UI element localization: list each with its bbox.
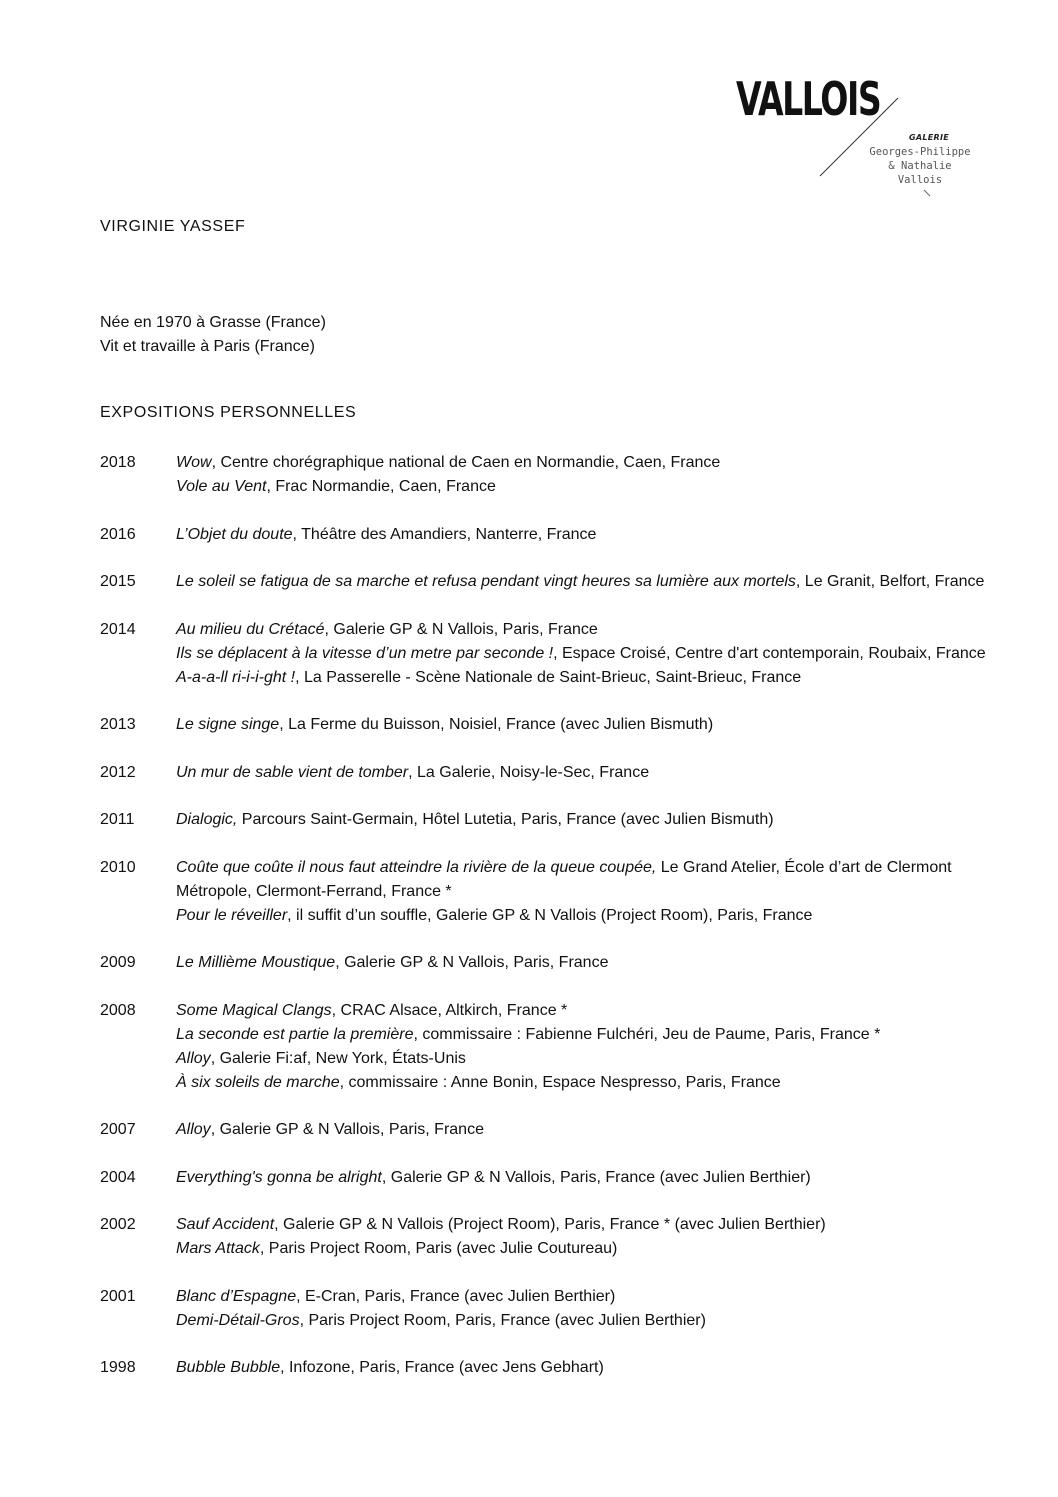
exhibition-year-block <box>100 761 990 785</box>
exhibition-entry <box>176 570 990 594</box>
exhibition-year: 1998 <box>100 1359 136 1376</box>
exhibition-entry <box>176 451 990 475</box>
exhibition-year: 2014 <box>100 620 136 638</box>
exhibition-venue: , Galerie GP & N Vallois, Paris, France <box>210 1121 484 1138</box>
bio-line-residence: Vit et travaille à Paris (France) <box>100 338 315 355</box>
exhibition-entries <box>176 761 990 785</box>
exhibition-title: Mars Attack <box>176 1240 260 1257</box>
exhibition-year-block <box>100 713 990 737</box>
exhibition-title: Sauf Accident <box>176 1216 275 1233</box>
exhibition-title: Bubble Bubble <box>176 1359 281 1376</box>
section-title: EXPOSITIONS PERSONNELLES <box>100 404 357 421</box>
exhibition-title: Ils se déplacent à la vitesse d’un metre par seconde ! <box>176 644 554 662</box>
exhibition-year-block <box>100 1118 990 1142</box>
exhibition-venue: , Frac Normandie, Caen, France <box>266 478 496 495</box>
exhibition-year: 2004 <box>100 1168 136 1186</box>
exhibition-entry <box>176 999 990 1023</box>
exhibition-title: Pour le réveiller <box>176 906 288 924</box>
exhibition-year: 2010 <box>100 858 136 876</box>
artist-name: VIRGINIE YASSEF <box>100 218 246 235</box>
gallery-logo <box>700 70 1000 210</box>
exhibition-venue: , Galerie GP & N Vallois, Paris, France (avec Julien Berthier) <box>381 1168 811 1186</box>
exhibition-venue: , E-Cran, Paris, France (avec Julien Berthier) <box>296 1287 616 1305</box>
exhibition-year-block <box>100 951 990 975</box>
exhibition-entries <box>176 1356 990 1380</box>
exhibition-year: 2016 <box>100 525 136 543</box>
exhibition-title: La seconde est partie la première <box>176 1025 414 1043</box>
exhibition-venue: , Galerie Fi:af, New York, États-Unis <box>210 1049 466 1067</box>
exhibition-title: Le soleil se fatigua de sa marche et refusa pendant vingt heures sa lumière aux mortels <box>176 573 796 590</box>
exhibition-year-block <box>100 451 990 499</box>
exhibition-entries <box>176 856 990 928</box>
exhibition-year-block <box>100 570 990 594</box>
exhibition-title: Everything's gonna be alright <box>176 1168 382 1186</box>
exhibition-year: 2007 <box>100 1121 136 1138</box>
exhibition-venue: , Infozone, Paris, France (avec Jens Gebhart) <box>280 1359 604 1376</box>
exhibition-venue: Parcours Saint-Germain, Hôtel Lutetia, Paris, France (avec Julien Bismuth) <box>237 811 774 828</box>
exhibition-venue: , commissaire : Anne Bonin, Espace Nespresso, Paris, France <box>339 1073 781 1091</box>
exhibition-venue: , La Ferme du Buisson, Noisiel, France (avec Julien Bismuth) <box>279 716 714 733</box>
exhibition-entry <box>176 642 990 666</box>
exhibition-title: Alloy <box>176 1121 211 1138</box>
exhibition-title: A-a-a-ll ri-i-i-ght ! <box>176 668 296 686</box>
exhibition-year: 2012 <box>100 763 136 781</box>
exhibition-year: 2002 <box>100 1216 136 1233</box>
exhibition-year: 2009 <box>100 954 136 971</box>
exhibition-year-block <box>100 1166 990 1190</box>
exhibition-venue: , CRAC Alsace, Altkirch, France * <box>331 1001 568 1019</box>
exhibition-title: Un mur de sable vient de tomber <box>176 763 409 781</box>
exhibition-entry <box>176 666 990 690</box>
exhibition-year: 2015 <box>100 573 136 590</box>
exhibition-entry <box>176 475 990 499</box>
exhibition-entry <box>176 1071 990 1095</box>
exhibition-title: Blanc d’Espagne <box>176 1287 297 1305</box>
exhibition-entry <box>176 951 990 975</box>
exhibition-venue: , Le Granit, Belfort, France <box>795 573 985 590</box>
bio-line-birth: Née en 1970 à Grasse (France) <box>100 314 326 331</box>
exhibition-entries <box>176 1213 990 1261</box>
exhibition-venue: , La Galerie, Noisy-le-Sec, France <box>408 763 650 781</box>
exhibition-venue: , Galerie GP & N Vallois (Project Room), Paris, France * (avec Julien Berthier) <box>274 1216 826 1233</box>
exhibition-year-block <box>100 856 990 928</box>
exhibition-entries <box>176 523 990 547</box>
exhibition-entries <box>176 1285 990 1333</box>
logo-name-line: & Nathalie <box>888 160 952 172</box>
exhibition-entry <box>176 1118 990 1142</box>
exhibition-entry <box>176 808 990 832</box>
exhibition-year: 2001 <box>100 1287 136 1305</box>
exhibition-entry <box>176 904 990 928</box>
exhibition-title: Demi-Détail-Gros <box>176 1311 300 1329</box>
exhibition-entry <box>176 1023 990 1047</box>
exhibition-entries <box>176 808 990 832</box>
exhibition-entry <box>176 1356 990 1380</box>
exhibition-title: Wow <box>176 454 212 471</box>
exhibition-title: Dialogic, <box>176 811 238 828</box>
exhibition-year-block <box>100 523 990 547</box>
exhibition-entry <box>176 1285 990 1309</box>
exhibition-venue: , Paris Project Room, Paris, France (avec Julien Berthier) <box>299 1311 706 1329</box>
exhibition-entries <box>176 951 990 975</box>
exhibition-year-block <box>100 1213 990 1261</box>
exhibitions-list <box>100 451 990 1404</box>
exhibition-title: Coûte que coûte il nous faut atteindre la rivière de la queue coupée, <box>176 858 657 876</box>
exhibition-entry <box>176 856 990 904</box>
logo-name-line: Georges-Philippe <box>869 146 971 158</box>
exhibition-entry <box>176 523 990 547</box>
exhibition-title: À six soleils de marche <box>176 1073 340 1091</box>
exhibition-entries <box>176 1166 990 1190</box>
exhibition-venue: , commissaire : Fabienne Fulchéri, Jeu de Paume, Paris, France * <box>413 1025 881 1043</box>
exhibition-entry <box>176 713 990 737</box>
exhibition-entries <box>176 1118 990 1142</box>
exhibition-title: Vole au Vent <box>176 478 267 495</box>
exhibition-entry <box>176 1047 990 1071</box>
exhibition-year: 2011 <box>100 811 135 828</box>
exhibition-entry <box>176 1237 990 1261</box>
exhibition-entries <box>176 713 990 737</box>
exhibition-year: 2008 <box>100 1001 136 1019</box>
exhibition-entries <box>176 570 990 594</box>
exhibition-entry <box>176 761 990 785</box>
exhibition-year: 2013 <box>100 716 136 733</box>
exhibition-year-block <box>100 618 990 690</box>
exhibition-entries <box>176 618 990 690</box>
exhibition-entry <box>176 618 990 642</box>
exhibition-title: Some Magical Clangs <box>176 1001 332 1019</box>
exhibition-year-block <box>100 1356 990 1380</box>
exhibition-venue: , Espace Croisé, Centre d'art contemporain, Roubaix, France <box>553 644 986 662</box>
exhibition-title: Le Millième Moustique <box>176 954 336 971</box>
exhibition-year-block <box>100 999 990 1095</box>
exhibition-venue: , Galerie GP & N Vallois, Paris, France <box>324 620 598 638</box>
exhibition-title: Au milieu du Crétacé <box>176 620 325 638</box>
exhibition-title: Alloy <box>176 1049 211 1067</box>
exhibition-entry <box>176 1309 990 1333</box>
exhibition-year-block <box>100 1285 990 1333</box>
exhibition-venue: Le Grand Atelier, École d’art de Clermont Métropole, Clermont-Ferrand, France * <box>176 858 952 900</box>
exhibition-venue: , Théâtre des Amandiers, Nanterre, France <box>292 525 597 543</box>
logo-wordmark: VALLOIS <box>736 72 881 126</box>
exhibition-venue: , La Passerelle - Scène Nationale de Saint-Brieuc, Saint-Brieuc, France <box>295 668 802 686</box>
exhibition-year-block <box>100 808 990 832</box>
logo-galerie-label: GALERIE <box>909 133 950 142</box>
exhibition-title: Le signe singe <box>176 716 280 733</box>
exhibition-entry <box>176 1213 990 1237</box>
exhibition-entry <box>176 1166 990 1190</box>
exhibition-year: 2018 <box>100 454 136 471</box>
artist-bio <box>100 311 326 359</box>
exhibition-title: L’Objet du doute <box>176 525 293 543</box>
exhibition-venue: , Centre chorégraphique national de Caen en Normandie, Caen, France <box>211 454 721 471</box>
exhibition-venue: , Paris Project Room, Paris (avec Julie Coutureau) <box>259 1240 618 1257</box>
exhibition-entries <box>176 451 990 499</box>
exhibition-venue: , Galerie GP & N Vallois, Paris, France <box>335 954 609 971</box>
logo-name-line: Vallois <box>897 174 943 186</box>
exhibition-venue: , il suffit d’un souffle, Galerie GP & N Vallois (Project Room), Paris, France <box>287 906 813 924</box>
exhibition-entries <box>176 999 990 1095</box>
logo-gallery-names <box>860 145 980 187</box>
